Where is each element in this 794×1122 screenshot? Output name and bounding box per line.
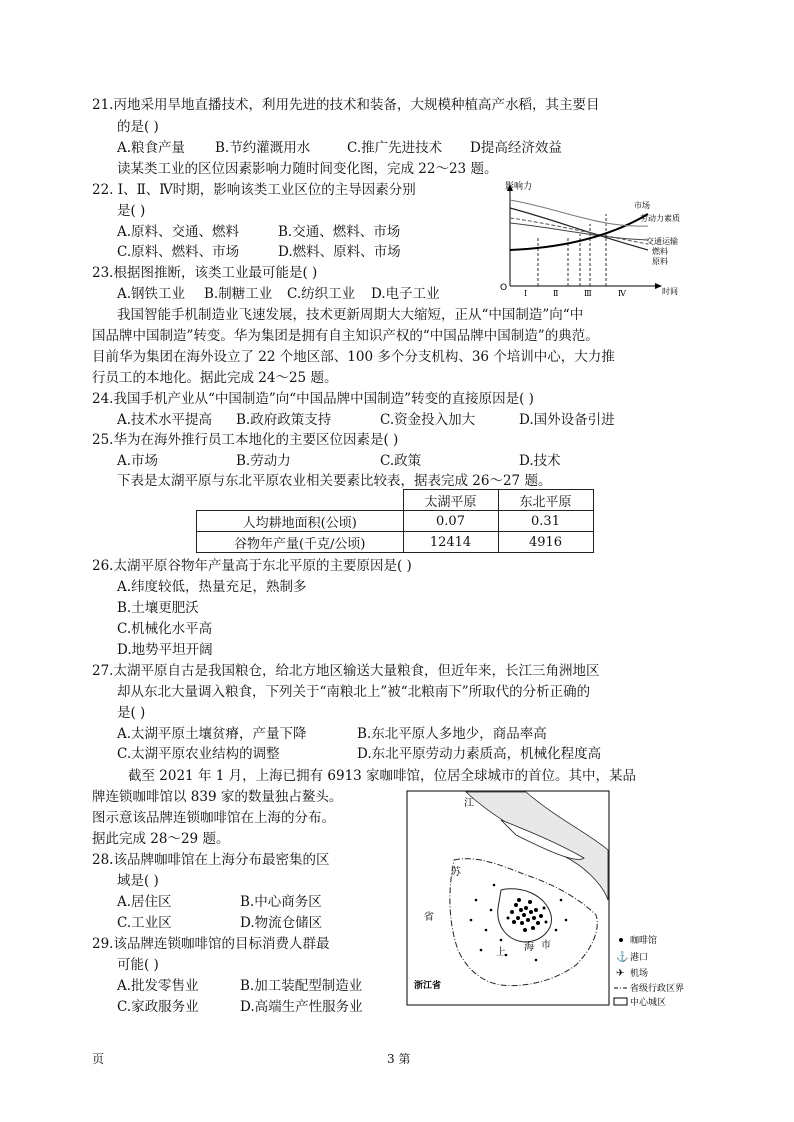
passage28-line1: 截至 2021 年 1 月，上海已拥有 6913 家咖啡馆，位居全球城市的首位。其中，某品 xyxy=(128,768,637,784)
table-row xyxy=(197,511,594,532)
legend-port: 港口 xyxy=(630,953,649,963)
q23-option-a[interactable]: A.钢铁工业 xyxy=(117,286,186,302)
legend-airport-icon: ✈ xyxy=(616,968,625,979)
table-row xyxy=(197,532,594,553)
q25-option-c[interactable]: C.政策 xyxy=(380,453,422,469)
x-axis-arrow xyxy=(655,283,662,289)
q24-option-b[interactable]: B.政府政策支持 xyxy=(236,412,332,428)
q28-stem-line2: 域是( ) xyxy=(117,873,159,889)
q26-stem: 26.太湖平原谷物年产量高于东北平原的主要原因是( ) xyxy=(92,558,412,574)
map-label-su: 苏 xyxy=(451,867,461,878)
q21-option-c[interactable]: C.推广先进技术 xyxy=(347,140,443,156)
q26-option-a[interactable]: A.纬度较低，热量充足，熟制多 xyxy=(117,579,307,595)
q27-option-b[interactable]: B.东北平原人多地少，商品率高 xyxy=(357,726,547,742)
intro-22-23: 读某类工业的区位因素影响力随时间变化图，完成 22～23 题。 xyxy=(117,161,498,177)
q27-option-a[interactable]: A.太湖平原土壤贫瘠，产量下降 xyxy=(117,726,307,742)
q27-stem-line3: 是( ) xyxy=(117,705,146,721)
table-header-dongbei: 东北平原 xyxy=(498,490,593,511)
footer-left: 页 xyxy=(92,1052,105,1066)
table-cell: 12414 xyxy=(403,532,498,553)
legend-airport: 机场 xyxy=(630,969,649,979)
q23-option-c[interactable]: C.纺织工业 xyxy=(287,286,356,302)
q27-option-d[interactable]: D.东北平原劳动力素质高，机械化程度高 xyxy=(357,746,602,762)
table-header-taihu: 太湖平原 xyxy=(403,490,498,511)
period-label-1: Ⅰ xyxy=(524,289,528,298)
q29-option-d[interactable]: D.高端生产性服务业 xyxy=(240,999,363,1015)
q28-stem-line1: 28.该品牌咖啡馆在上海分布最密集的区 xyxy=(92,852,330,868)
legend-coffee-dot-icon xyxy=(619,938,623,942)
q21-stem-line2: 的是( ) xyxy=(117,119,159,135)
q22-stem-line2: 是( ) xyxy=(117,203,146,219)
table-cell: 4916 xyxy=(498,532,593,553)
curve-raw-material xyxy=(510,208,648,250)
legend-market: 市场 xyxy=(634,201,650,210)
passage28-line4: 据此完成 28～29 题。 xyxy=(92,831,230,847)
legend-labor-quality: 劳动力素质 xyxy=(640,214,680,223)
passage28-line2: 牌连锁咖啡馆以 839 家的数量独占鳌头。 xyxy=(92,789,343,805)
table-cell-label: 人均耕地面积(公顷) xyxy=(197,511,404,532)
table-cell: 0.31 xyxy=(498,511,593,532)
q29-stem-line2: 可能( ) xyxy=(117,957,159,973)
figure-x-label: 时间 xyxy=(662,287,678,296)
map-label-shi: 市 xyxy=(541,940,551,951)
q27-stem-line1: 27.太湖平原自古是我国粮仓，给北方地区输送大量粮食，但近年来，长江三角洲地区 xyxy=(92,663,600,679)
q26-option-d[interactable]: D.地势平坦开阔 xyxy=(117,642,213,658)
q26-option-b[interactable]: B.土壤更肥沃 xyxy=(117,600,199,616)
period-label-2: Ⅱ xyxy=(553,289,559,298)
legend-port-icon: ⚓ xyxy=(616,952,629,963)
q26-option-c[interactable]: C.机械化水平高 xyxy=(117,621,213,637)
legend-boundary: 省级行政区界 xyxy=(630,984,685,994)
q25-option-d[interactable]: D.技术 xyxy=(519,453,561,469)
q25-option-b[interactable]: B.劳动力 xyxy=(236,453,291,469)
legend-urban: 中心城区 xyxy=(630,998,667,1008)
figure-y-label: 影响力 xyxy=(505,182,533,192)
q28-option-b[interactable]: B.中心商务区 xyxy=(240,894,322,910)
q23-option-b[interactable]: B.制糖工业 xyxy=(204,286,273,302)
legend-coffee: 咖啡馆 xyxy=(630,936,658,946)
passage24-line4: 行员工的本地化。据此完成 24～25 题。 xyxy=(92,370,338,386)
shanghai-coffee-map xyxy=(406,790,708,1010)
period-label-4: Ⅳ xyxy=(618,289,626,298)
q28-option-a[interactable]: A.居住区 xyxy=(117,894,172,910)
table-cell: 0.07 xyxy=(403,511,498,532)
q22-option-d[interactable]: D.燃料、原料、市场 xyxy=(278,244,401,260)
q24-option-d[interactable]: D.国外设备引进 xyxy=(519,412,615,428)
q25-stem: 25.华为在海外推行员工本地化的主要区位因素是( ) xyxy=(92,432,399,448)
curve-market xyxy=(510,214,648,250)
intro-26-27: 下表是太湖平原与东北平原农业相关要素比较表，据表完成 26～27 题。 xyxy=(117,473,552,489)
q21-option-b[interactable]: B.节约灌溉用水 xyxy=(215,140,311,156)
map-label-sheng: 省 xyxy=(424,912,434,923)
q28-option-c[interactable]: C.工业区 xyxy=(117,915,172,931)
table-header-row xyxy=(197,490,594,511)
q21-option-a[interactable]: A.粮食产量 xyxy=(117,140,186,156)
comparison-table xyxy=(196,489,594,553)
q24-option-c[interactable]: C.资金投入加大 xyxy=(380,412,476,428)
q22-option-c[interactable]: C.原料、燃料、市场 xyxy=(117,244,240,260)
legend-fuel: 燃料 xyxy=(652,247,668,256)
q29-option-c[interactable]: C.家政服务业 xyxy=(117,999,199,1015)
passage24-line2: 国品牌中国制造”转变。华为集团是拥有自主知识产权的“中国品牌中国制造”的典范。 xyxy=(92,328,599,344)
map-label-zhejiang: 浙江省 xyxy=(414,981,442,991)
q23-option-d[interactable]: D.电子工业 xyxy=(371,286,440,302)
map-label-hai: 海 xyxy=(524,942,534,953)
table-header-blank xyxy=(197,490,404,511)
legend-raw-material: 原料 xyxy=(652,257,668,266)
q27-stem-line2: 却从东北大量调入粮食，下列关于“南粮北上”被“北粮南下”所取代的分析正确的 xyxy=(117,684,591,700)
factor-influence-figure xyxy=(498,178,698,302)
q25-option-a[interactable]: A.市场 xyxy=(117,453,159,469)
q21-option-d[interactable]: D提高经济效益 xyxy=(470,140,562,156)
q29-stem-line1: 29.该品牌连锁咖啡馆的目标消费人群最 xyxy=(92,936,330,952)
legend-transport: 交通运输 xyxy=(646,237,678,246)
q23-stem: 23.根据图推断，该类工业最可能是( ) xyxy=(92,265,318,281)
q27-option-c[interactable]: C.太湖平原农业结构的调整 xyxy=(117,746,280,762)
q24-stem: 24.我国手机产业从“中国制造”向“中国品牌中国制造”转变的直接原因是( ) xyxy=(92,391,534,407)
q22-option-b[interactable]: B.交通、燃料、市场 xyxy=(278,224,401,240)
q22-stem-line1: 22. Ⅰ、Ⅱ、Ⅳ时期，影响该类工业区位的主导因素分别 xyxy=(92,182,416,198)
figure-origin: O xyxy=(500,283,508,293)
passage24-line1: 我国智能手机制造业飞速发展，技术更新周期大大缩短，正从“中国制造”向“中 xyxy=(117,307,584,323)
map-label-jiang: 江 xyxy=(464,798,474,809)
footer-page-number: 3 第 xyxy=(387,1052,411,1066)
q28-option-d[interactable]: D.物流仓储区 xyxy=(240,915,323,931)
q29-option-a[interactable]: A.批发零售业 xyxy=(117,978,199,994)
q21-stem-line1: 21.丙地采用旱地直播技术，利用先进的技术和装备，大规模种植高产水稻，其主要目 xyxy=(92,97,600,113)
curve-labor-quality xyxy=(510,200,648,226)
map-label-shang: 上 xyxy=(496,947,506,958)
q29-option-b[interactable]: B.加工装配型制造业 xyxy=(240,978,363,994)
passage28-line3: 图示意该品牌连锁咖啡馆在上海的分布。 xyxy=(92,810,335,826)
q24-option-a[interactable]: A.技术水平提高 xyxy=(117,412,213,428)
table-cell-label: 谷物年产量(千克/公顷) xyxy=(197,532,404,553)
legend-urban-icon xyxy=(614,998,627,1005)
q22-option-a[interactable]: A.原料、交通、燃料 xyxy=(117,224,240,240)
period-label-3: Ⅲ xyxy=(584,289,592,298)
passage24-line3: 目前华为集团在海外设立了 22 个地区部、100 多个分支机构、36 个培训中心，大力推 xyxy=(92,349,615,365)
